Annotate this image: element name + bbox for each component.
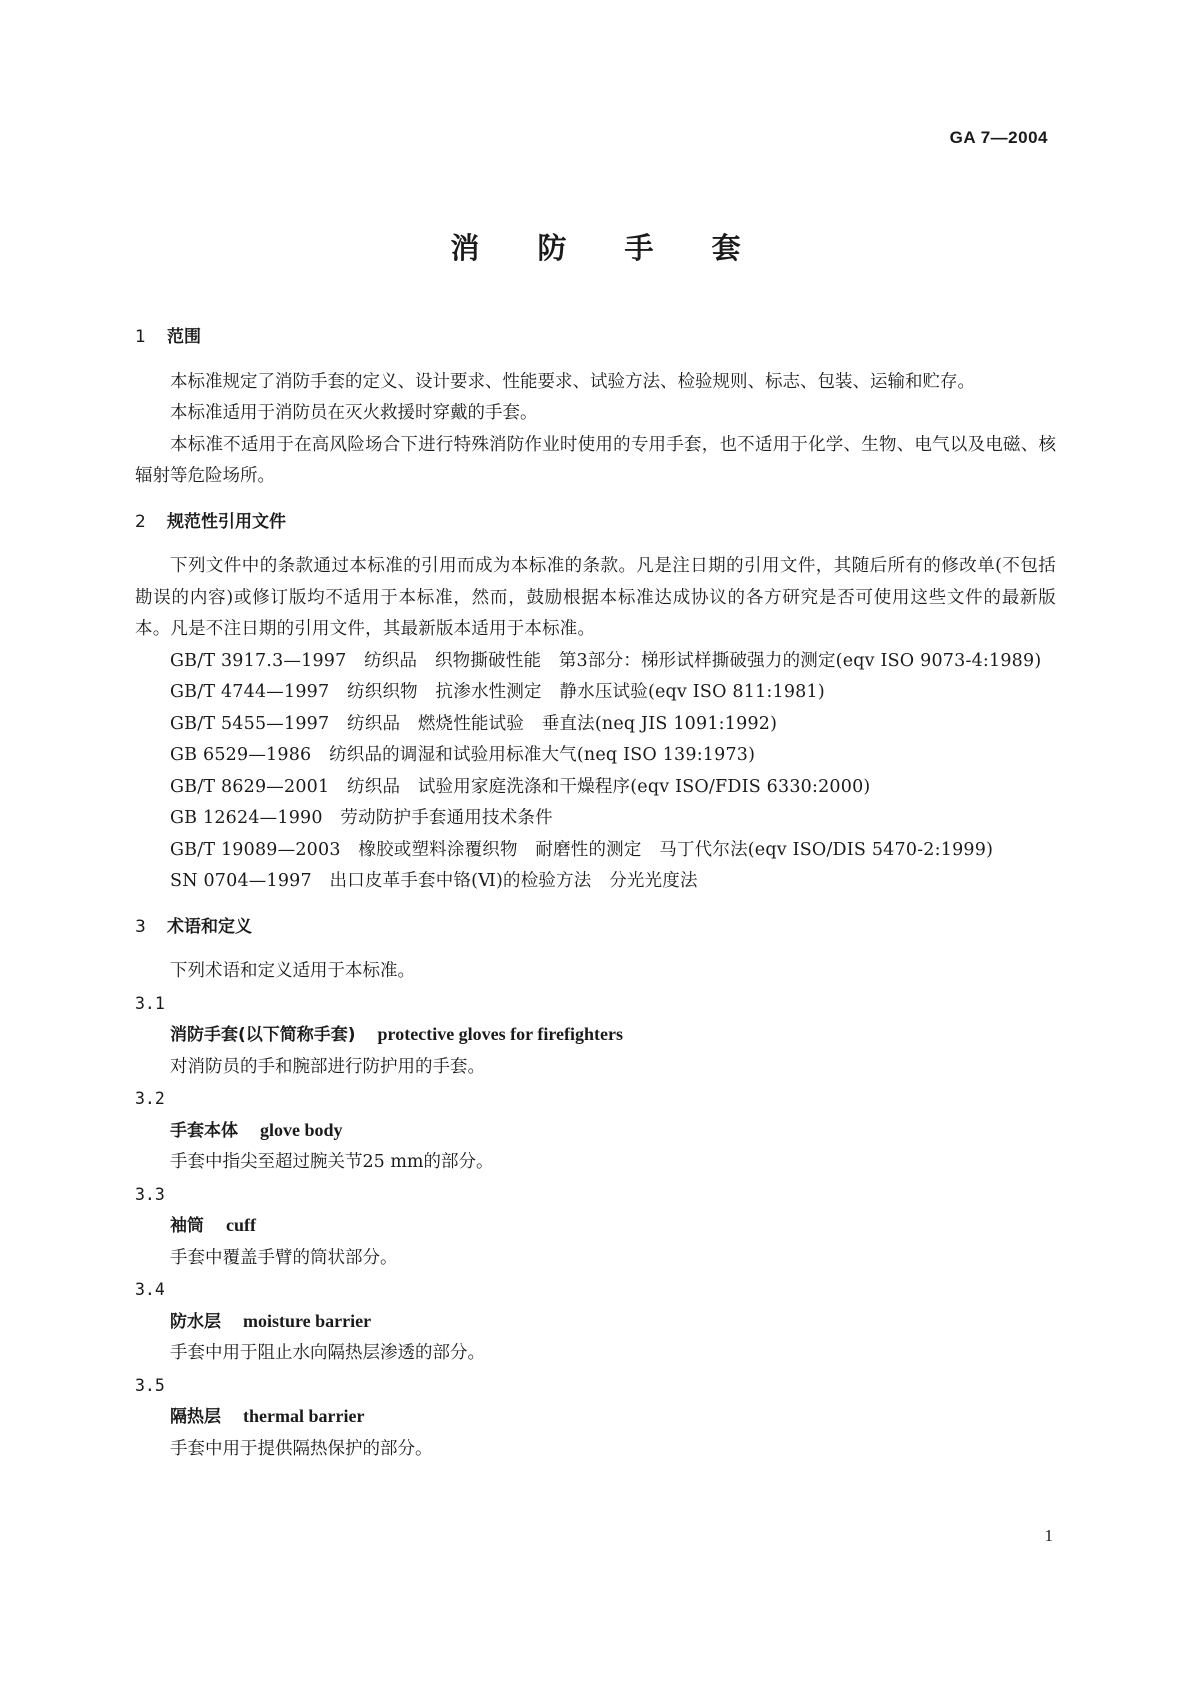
clause-number: 3.1 — [135, 993, 165, 1013]
term-definition: 手套中指尖至超过腕关节25 mm的部分。 — [170, 1152, 494, 1172]
reference-item: GB/T 5455—1997 纺织品 燃烧性能试验 垂直法(neq JIS 1091:1992) — [170, 713, 778, 734]
term-en: glove body — [260, 1119, 343, 1140]
term-entry — [135, 1306, 1056, 1339]
term-definition: 对消防员的手和腕部进行防护用的手套。 — [170, 1056, 485, 1077]
term-entry — [135, 1401, 1056, 1434]
paragraph: 下列文件中的条款通过本标准的引用而成为本标准的条款。凡是注日期的引用文件，其随后所有的修改单(不包括勘误的内容)或修订版均不适用于本标准，然而，鼓励根据本标准达成协议的各方研究是否可使用这些文件的最新版本。凡是不注日期的引用文件，其最新版本适用于本标准。 — [135, 556, 1056, 639]
term-entry — [135, 1019, 1056, 1052]
term-zh: 手套本体 — [170, 1120, 238, 1141]
section-number: 2 — [135, 511, 146, 532]
section-title: 范围 — [167, 327, 201, 347]
term-definition: 手套中覆盖手臂的筒状部分。 — [170, 1247, 398, 1268]
term-definition: 手套中用于阻止水向隔热层渗透的部分。 — [170, 1343, 485, 1363]
term-en: protective gloves for firefighters — [377, 1024, 623, 1044]
reference-item: SN 0704—1997 出口皮革手套中铬(Ⅵ)的检验方法 分光光度法 — [170, 871, 698, 891]
section-terms-definitions — [135, 912, 1056, 1466]
section-title: 术语和定义 — [167, 916, 252, 937]
paragraph: 本标准规定了消防手套的定义、设计要求、性能要求、试验方法、检验规则、标志、包装、运输和贮存。 — [170, 371, 975, 392]
page-number: 1 — [1044, 1526, 1053, 1545]
section-title: 规范性引用文件 — [167, 511, 286, 532]
clause-number: 3.3 — [135, 1184, 165, 1204]
term-zh: 消防手套(以下简称手套) — [170, 1025, 356, 1045]
section-number: 1 — [135, 327, 146, 347]
section-heading — [135, 507, 1056, 539]
section-scope — [135, 322, 1056, 493]
paragraph: 本标准不适用于在高风险场合下进行特殊消防作业时使用的专用手套，也不适用于化学、生物、电气以及电磁、核辐射等危险场所。 — [135, 434, 1056, 486]
clause-number: 3.5 — [135, 1375, 165, 1395]
section-number: 3 — [135, 916, 146, 937]
document-title: 消 防 手 套 — [450, 231, 765, 265]
term-entry — [135, 1115, 1056, 1148]
section-heading — [135, 322, 1056, 354]
term-zh: 防水层 — [170, 1311, 221, 1332]
paragraph: 下列术语和定义适用于本标准。 — [170, 961, 415, 981]
term-zh: 隔热层 — [170, 1407, 221, 1427]
document-body — [135, 322, 1056, 1473]
paragraph: 本标准适用于消防员在灭火救援时穿戴的手套。 — [170, 403, 538, 423]
reference-item: GB/T 19089—2003 橡胶或塑料涂覆织物 耐磨性的测定 马丁代尔法(eqv ISO/DIS 5470-2:1999) — [170, 839, 994, 860]
reference-item: GB 6529—1986 纺织品的调湿和试验用标准大气(neq ISO 139:1973) — [170, 745, 756, 765]
document-code: GA 7—2004 — [949, 128, 1048, 147]
section-heading — [135, 912, 1056, 944]
clause-number: 3.2 — [135, 1089, 165, 1108]
term-en: moisture barrier — [243, 1310, 372, 1331]
reference-item: GB 12624—1990 劳动防护手套通用技术条件 — [170, 808, 553, 828]
term-zh: 袖筒 — [170, 1216, 204, 1236]
term-definition: 手套中用于提供隔热保护的部分。 — [170, 1438, 433, 1459]
term-en: cuff — [226, 1215, 256, 1235]
reference-item: GB/T 3917.3—1997 纺织品 织物撕破性能 第3部分：梯形试样撕破强力的测定(eqv ISO 9073-4:1989) — [170, 650, 1042, 671]
reference-item: GB/T 8629—2001 纺织品 试验用家庭洗涤和干燥程序(eqv ISO/FDIS 6330:2000) — [170, 776, 871, 797]
clause-number: 3.4 — [135, 1280, 165, 1299]
term-en: thermal barrier — [243, 1406, 365, 1426]
section-normative-references — [135, 507, 1056, 898]
reference-item: GB/T 4744—1997 纺织织物 抗渗水性测定 静水压试验(eqv ISO 811:1981) — [170, 682, 825, 702]
term-entry — [135, 1210, 1056, 1243]
